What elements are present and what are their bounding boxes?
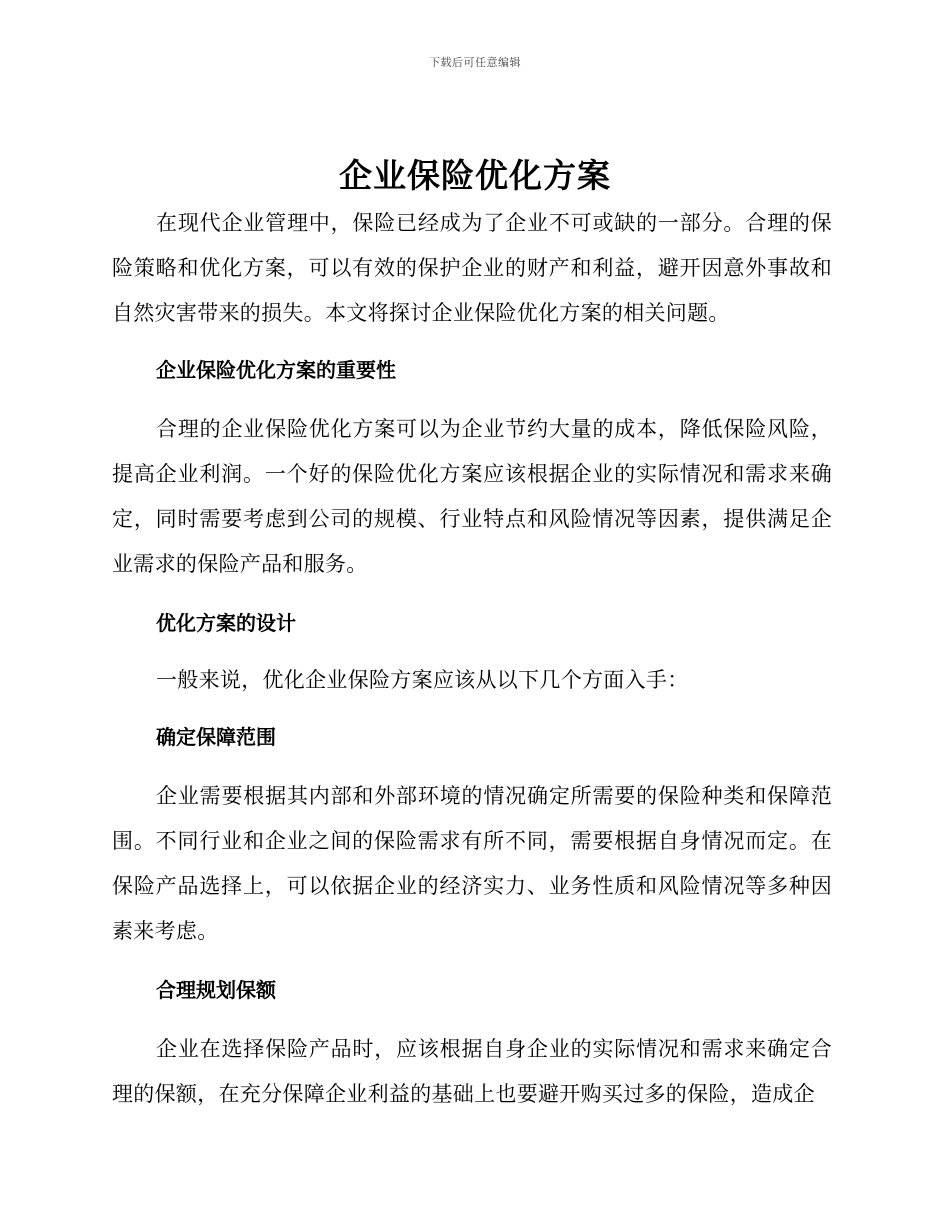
amount-paragraph: 企业在选择保险产品时，应该根据自身企业的实际情况和需求来确定合理的保额，在充分保障企业利益的基础上也要避开购买过多的保险，造成企 (112, 1037, 832, 1106)
section-heading-scope: 确定保障范围 (156, 725, 276, 749)
document-title: 企业保险优化方案 (339, 156, 611, 195)
section-heading-amount: 合理规划保额 (156, 978, 276, 1002)
scope-paragraph: 企业需要根据其内部和外部环境的情况确定所需要的保险种类和保障范围。不同行业和企业之间的保险需求有所不同，需要根据自身情况而定。在保险产品选择上，可以依据企业的经济实力、业务性质和风险情况等多种因素来考虑。 (112, 784, 832, 943)
design-paragraph: 一般来说，优化企业保险方案应该从以下几个方面入手： (156, 668, 689, 692)
header-note: 下载后可任意编辑 (429, 56, 521, 69)
section-heading-importance: 企业保险优化方案的重要性 (156, 358, 396, 382)
section-heading-design: 优化方案的设计 (156, 611, 296, 635)
document-body (112, 201, 832, 1117)
intro-paragraph: 在现代企业管理中，保险已经成为了企业不可或缺的一部分。合理的保险策略和优化方案，可以有效的保护企业的财产和利益，避开因意外事故和自然灾害带来的损失。本文将探讨企业保险优化方案的相关问题。 (112, 211, 832, 325)
importance-paragraph: 合理的企业保险优化方案可以为企业节约大量的成本，降低保险风险，提高企业利润。一个好的保险优化方案应该根据企业的实际情况和需求来确定，同时需要考虑到公司的规模、行业特点和风险情况等因素，提供满足企业需求的保险产品和服务。 (112, 417, 832, 576)
